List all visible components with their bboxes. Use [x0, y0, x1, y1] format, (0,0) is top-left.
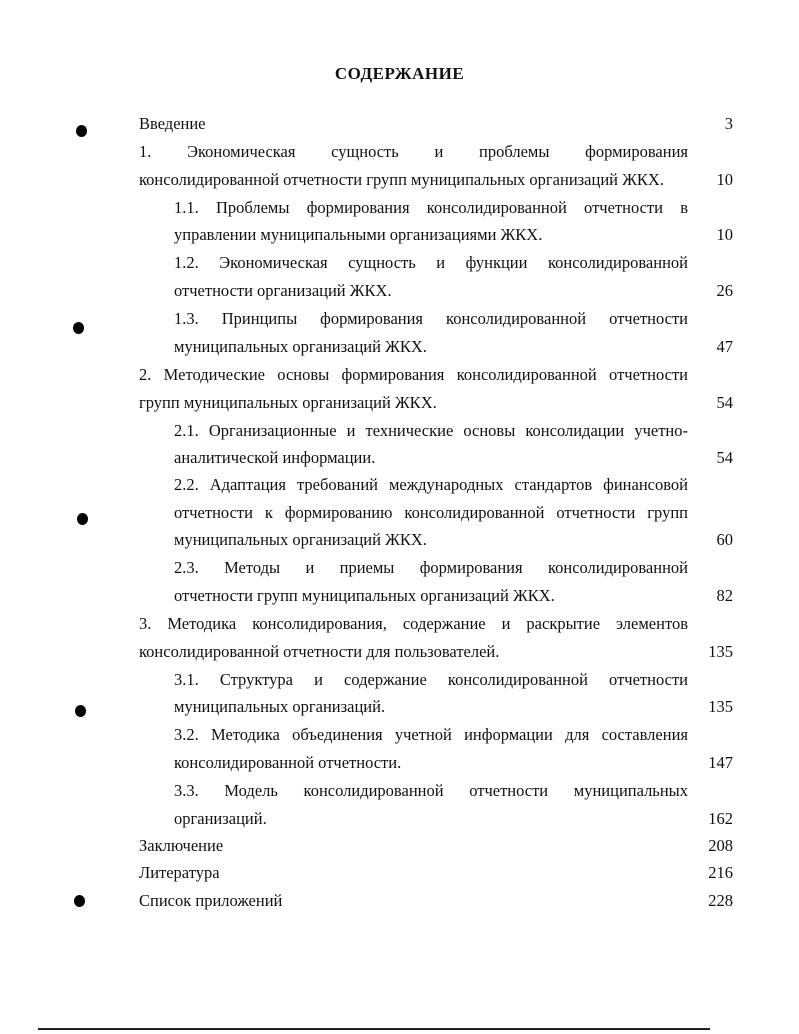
- toc-entry-section-3-1: 3.1. Структура и содержание консолидированной отчетности: [174, 670, 688, 689]
- toc-page-number: 135: [708, 642, 733, 661]
- toc-entry-section-1-3-cont: муниципальных организаций ЖКХ.: [174, 337, 427, 356]
- binder-hole-mark: [75, 705, 86, 717]
- toc-entry-section-2-1: 2.1. Организационные и технические основы консолидации учетно-: [174, 421, 688, 440]
- toc-page-number: 54: [716, 393, 733, 412]
- toc-entry-appendices: Список приложений: [139, 891, 283, 910]
- toc-entry-chapter-3-cont: консолидированной отчетности для пользователей.: [139, 642, 500, 661]
- toc-entry-chapter-2-cont: групп муниципальных организаций ЖКХ.: [139, 393, 437, 412]
- toc-entry-section-2-2-cont: муниципальных организаций ЖКХ.: [174, 530, 427, 549]
- toc-entry-section-2-2-cont: отчетности к формированию консолидированной отчетности групп: [174, 503, 688, 522]
- toc-page-number: 10: [716, 225, 733, 244]
- toc-entry-chapter-2: 2. Методические основы формирования консолидированной отчетности: [139, 365, 688, 384]
- toc-entry-section-3-3-cont: организаций.: [174, 809, 267, 828]
- toc-entry-section-3-3: 3.3. Модель консолидированной отчетности муниципальных: [174, 781, 688, 800]
- toc-entry-section-1-2: 1.2. Экономическая сущность и функции консолидированной: [174, 253, 688, 272]
- toc-entry-section-3-2-cont: консолидированной отчетности.: [174, 753, 402, 772]
- toc-entry-chapter-1-cont: консолидированной отчетности групп муниципальных организаций ЖКХ.: [139, 170, 664, 189]
- toc-page-number: 147: [708, 753, 733, 772]
- toc-entry-section-2-1-cont: аналитической информации.: [174, 448, 376, 467]
- toc-entry-conclusion: Заключение: [139, 836, 224, 855]
- bottom-divider: [38, 1028, 710, 1030]
- toc-entry-section-1-1: 1.1. Проблемы формирования консолидированной отчетности в: [174, 198, 688, 217]
- toc-entry-section-1-3: 1.3. Принципы формирования консолидированной отчетности: [174, 309, 688, 328]
- toc-entry-chapter-1: 1. Экономическая сущность и проблемы формирования: [139, 142, 688, 161]
- toc-entry-section-3-2: 3.2. Методика объединения учетной информации для составления: [174, 725, 688, 744]
- toc-entry-introduction: Введение: [139, 114, 206, 133]
- toc-page-number: 3: [724, 114, 733, 133]
- toc-page-number: 208: [708, 836, 733, 855]
- toc-entry-section-1-1-cont: управлении муниципальными организациями ЖКХ.: [174, 225, 543, 244]
- toc-page-number: 135: [708, 697, 733, 716]
- toc-page-number: 228: [708, 891, 733, 910]
- toc-page-number: 162: [708, 809, 733, 828]
- toc-page-number: 60: [716, 530, 733, 549]
- toc-entry-section-3-1-cont: муниципальных организаций.: [174, 697, 386, 716]
- toc-entry-section-1-2-cont: отчетности организаций ЖКХ.: [174, 281, 392, 300]
- toc-page-number: 10: [716, 170, 733, 189]
- toc-entry-section-2-2: 2.2. Адаптация требований международных стандартов финансовой: [174, 475, 688, 494]
- binder-hole-mark: [73, 322, 84, 334]
- binder-hole-mark: [74, 895, 85, 907]
- toc-entry-section-2-3-cont: отчетности групп муниципальных организаций ЖКХ.: [174, 586, 555, 605]
- toc-page-number: 216: [708, 863, 733, 882]
- toc-page-number: 47: [716, 337, 733, 356]
- toc-page-number: 54: [716, 448, 733, 467]
- binder-hole-mark: [76, 125, 87, 137]
- page-title: СОДЕРЖАНИЕ: [334, 64, 465, 83]
- toc-entry-chapter-3: 3. Методика консолидирования, содержание и раскрытие элементов: [139, 614, 688, 633]
- binder-hole-mark: [77, 513, 88, 525]
- toc-entry-literature: Литература: [139, 863, 220, 882]
- toc-entry-section-2-3: 2.3. Методы и приемы формирования консолидированной: [174, 558, 688, 577]
- toc-page-number: 26: [716, 281, 733, 300]
- toc-page-number: 82: [716, 586, 733, 605]
